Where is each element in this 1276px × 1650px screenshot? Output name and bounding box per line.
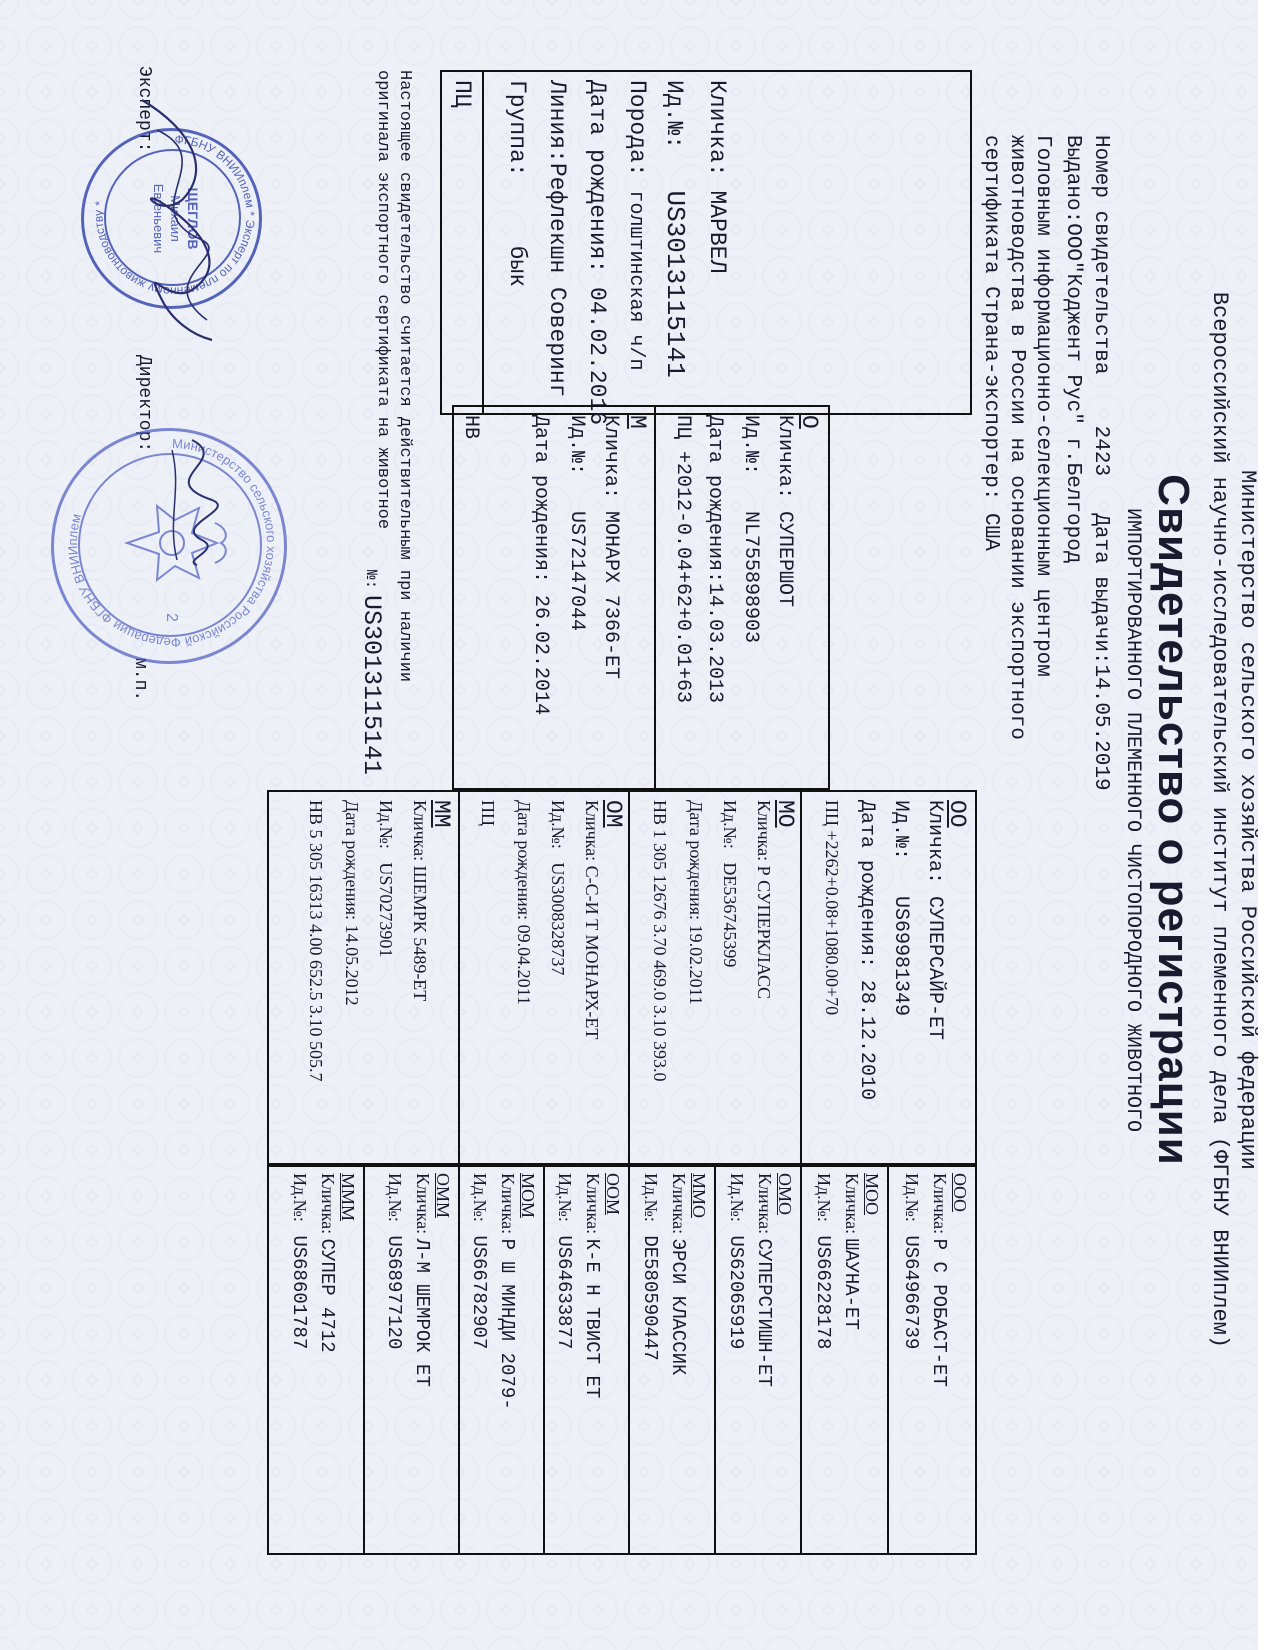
great-grandparent-code	[337, 1173, 358, 1221]
grandparent-id-row	[719, 800, 740, 967]
director-label: Директор:	[134, 355, 154, 453]
sire-birth: 14.03.2013	[703, 583, 726, 704]
gp-birth: 19.02.2011	[686, 924, 706, 1005]
ggp-divider-3	[714, 1165, 716, 1555]
great-grandparent-id-row	[553, 1173, 575, 1349]
ggp-code: ОММ	[433, 1173, 453, 1219]
grandparent-birth-row	[341, 800, 362, 1006]
ggp-id-label: Ид.№:	[290, 1173, 310, 1222]
ggp-code: ООМ	[603, 1173, 623, 1216]
gp-id-label: Ид.№:	[376, 800, 396, 849]
ggp-name-label: Кличка:	[755, 1173, 775, 1235]
gp-birth-label: Дата рождения:	[855, 800, 878, 969]
gp-id: DE536745399	[720, 862, 740, 968]
cert-number: 2423	[1089, 425, 1112, 477]
great-grandparent-name-row	[411, 1173, 433, 1387]
expert-stamp-name-1: ЩЕГЛОВ	[185, 187, 201, 250]
great-grandparent-code	[432, 1173, 453, 1218]
rotated-content	[12, 10, 1262, 1630]
gp-divider-2	[628, 790, 630, 1165]
gp-id-label: Ид.№:	[889, 800, 912, 861]
great-grandparent-name-row	[581, 1173, 603, 1398]
gp-index: ПЦ +2262+0.08+1080.00+70	[822, 800, 842, 1016]
animal-id-row	[660, 80, 690, 378]
animal-id-label: Ид.№:	[661, 80, 687, 150]
animal-line-row	[544, 80, 570, 397]
sire-birth-row	[703, 415, 726, 703]
grandparent-id-row	[889, 800, 912, 1016]
basis-line-3: сертификата Страна-экспортер: США	[979, 135, 1002, 551]
great-grandparent-code	[602, 1173, 623, 1215]
great-grandparent-code	[861, 1173, 882, 1215]
dam-id-row	[565, 415, 588, 631]
expert-stamp-name-2: Михаил	[168, 195, 183, 242]
ggp-id: US68601787	[288, 1235, 310, 1350]
gp-code: МО	[772, 800, 798, 828]
gp-divider-3	[458, 790, 460, 1165]
great-grandparents-box	[267, 1165, 977, 1555]
great-grandparent-code	[774, 1173, 795, 1215]
animal-group-row	[504, 80, 530, 287]
grandparent-id-row	[375, 800, 396, 957]
ggp-id: DE580590447	[639, 1235, 661, 1361]
issued-to: Выдано:ООО"Коджент Рус" г.Белгород	[1061, 135, 1084, 564]
cert-number-label: Номер свидетельства	[1089, 135, 1112, 375]
ggp-name-label: Кличка:	[413, 1173, 433, 1235]
ggp-code: ММО	[689, 1173, 709, 1219]
expert-signature	[102, 90, 252, 350]
great-grandparent-code	[949, 1173, 970, 1212]
dam-name: МОНАРХ 7366-ET	[599, 511, 622, 680]
ggp-code: МОО	[862, 1173, 882, 1216]
animal-id: US3013115141	[660, 190, 690, 378]
ggp-code: МОМ	[518, 1173, 538, 1219]
ggp-code: ООО	[950, 1173, 970, 1212]
sire-index: ПЦ +2012-0.04+62+0.01+63	[671, 415, 694, 704]
dam-birth-label: Дата рождения:	[529, 415, 552, 584]
dam-index: НВ	[459, 415, 482, 440]
grandparent-birth-row	[513, 800, 534, 1005]
ggp-name-label: Кличка:	[583, 1173, 603, 1235]
gp-id: US69981349	[889, 896, 912, 1017]
sire-id-label: Ид.№:	[739, 415, 762, 476]
great-grandparent-name-row	[753, 1173, 775, 1387]
institute-line: Всероссийский научно-исследовательский институт племенного дела (ФГБНУ ВНИИплем)	[1207, 291, 1232, 1349]
animal-name-label: Кличка:	[704, 80, 730, 177]
ggp-name-label: Кличка:	[930, 1173, 950, 1235]
gp-index: НВ 1 305 12676 3.70 469.0 3.10 393.0	[650, 800, 670, 1082]
great-grandparent-id-row	[812, 1173, 834, 1349]
mp-label: м.п.	[130, 658, 150, 702]
sire-name: СУПЕРШОТ	[773, 511, 796, 608]
great-grandparent-name-row	[496, 1173, 518, 1410]
export-cert-prefix: №:	[362, 570, 380, 590]
gp-code: ОО	[944, 800, 970, 828]
great-grandparent-code	[517, 1173, 538, 1218]
ggp-name-label: Кличка:	[842, 1173, 862, 1235]
ggp-id-label: Ид.№:	[814, 1173, 834, 1222]
ggp-id-label: Ид.№:	[470, 1173, 490, 1222]
ggp-name-label: Кличка:	[318, 1173, 338, 1235]
export-cert-number: US3013115141	[357, 595, 386, 776]
animal-breed-row	[624, 80, 650, 370]
dam-birth: 26.02.2014	[529, 595, 552, 716]
ggp-id-label: Ид.№:	[902, 1173, 922, 1222]
ggp-name: СУПЕР 4712	[316, 1238, 338, 1353]
animal-birth-label: Дата рождения:	[584, 80, 610, 274]
great-grandparent-id-row	[639, 1173, 661, 1361]
ggp-id: US64633877	[553, 1235, 575, 1350]
ggp-name: Р Ш МИНДИ 2079-	[496, 1238, 518, 1410]
sire-birth-label: Дата рождения:	[703, 415, 726, 584]
animal-breed: голштинская ч/п	[624, 190, 647, 371]
ggp-name: СУПЕРСТИШН-ET	[753, 1238, 775, 1387]
ggp-code: ОМО	[775, 1173, 795, 1216]
grandparent-name-row	[923, 800, 946, 1040]
document-subtitle: ИМПОРТИРОВАННОГО ПЛЕМЕННОГО ЧИСТОПОРОДНОГО ЖИВОТНОГО	[1121, 507, 1144, 1133]
ggp-name-label: Кличка:	[498, 1173, 518, 1235]
gp-id: US70273901	[376, 862, 396, 958]
sire-name-label: Кличка:	[773, 415, 796, 500]
animal-name: МАРВЕЛ	[704, 190, 730, 274]
gp-birth: 14.05.2012	[342, 924, 362, 1006]
dam-code: М	[624, 415, 650, 429]
gp-birth-label: Дата рождения:	[514, 800, 534, 921]
grandparent-name-row	[753, 800, 774, 999]
grandparent-index	[477, 800, 498, 826]
basis-line-1: Головным информационно-селекционным центром	[1031, 135, 1054, 677]
ministry-line: Министерство сельского хозяйства Российской федерации	[1235, 470, 1260, 1170]
ggp-id: US62065919	[725, 1235, 747, 1350]
gp-name: С-С-И Т МОНАРХ-ET	[582, 865, 602, 1040]
sire-id-row	[739, 415, 762, 643]
great-grandparent-id-row	[468, 1173, 490, 1349]
animal-group: бык	[504, 245, 530, 288]
grandparent-name-row	[409, 800, 430, 1001]
document-title: Свидетельство о регистрации	[1149, 474, 1198, 1166]
animal-pc: ПЦ	[449, 80, 475, 108]
ggp-name: Р С РОБАСТ-ET	[928, 1238, 950, 1387]
great-grandparent-id-row	[288, 1173, 310, 1349]
issue-date: 14.05.2019	[1089, 664, 1112, 791]
animal-breed-label: Порода:	[624, 80, 650, 177]
great-grandparent-id-row	[383, 1173, 405, 1349]
animal-group-label: Группа:	[504, 80, 530, 177]
ggp-divider-7	[363, 1165, 365, 1555]
ggp-name: ШАУНА-ET	[840, 1238, 862, 1330]
ggp-divider-4	[628, 1165, 630, 1555]
official-seal-number: 2	[163, 613, 180, 622]
gp-name: СУПЕРСАЙР-ET	[923, 896, 946, 1041]
ggp-id-label: Ид.№:	[555, 1173, 575, 1222]
sire-code: О	[796, 415, 822, 429]
ggp-id: US68977120	[383, 1235, 405, 1350]
grandparent-id-row	[547, 800, 568, 975]
grandparent-birth-row	[685, 800, 706, 1005]
gp-name-label: Кличка:	[923, 800, 946, 885]
expert-label: Эксперт:	[134, 66, 154, 153]
animal-name-row	[704, 80, 730, 273]
gp-birth: 28.12.2010	[855, 980, 878, 1101]
gp-name-label: Кличка:	[410, 800, 430, 862]
great-grandparent-code	[688, 1173, 709, 1218]
animal-line-label: Линия:	[544, 80, 570, 163]
animal-line: Рефлекшн Соверинг	[544, 162, 570, 398]
animal-birth: 04.02.2016	[584, 287, 610, 426]
great-grandparent-id-row	[900, 1173, 922, 1349]
issue-date-label: Дата выдачи:	[1089, 513, 1112, 665]
ggp-id: US66782907	[468, 1235, 490, 1350]
validity-line-2: оригинала экспортного сертификата на животное	[373, 70, 392, 530]
expert-stamp-name-3: Евгеньевич	[151, 183, 166, 254]
great-grandparent-name-row	[316, 1173, 338, 1353]
dam-id: US72147044	[565, 511, 588, 632]
ggp-divider-6	[458, 1165, 460, 1555]
ggp-code: МММ	[338, 1173, 358, 1222]
grandparent-index	[649, 800, 670, 1082]
great-grandparent-name-row	[928, 1173, 950, 1387]
parents-divider	[654, 405, 656, 790]
animal-box-divider	[482, 70, 484, 415]
validity-line-1: Настоящее свидетельство считается действительным при наличии	[395, 70, 414, 683]
gp-index: НВ 5 305 16313 4.00 652.5 3.10 505.7	[306, 800, 326, 1082]
ggp-divider-2	[800, 1165, 802, 1555]
gp-name-label: Кличка:	[754, 800, 774, 862]
ggp-name-label: Кличка:	[669, 1173, 689, 1235]
dam-id-label: Ид.№:	[565, 415, 588, 476]
great-grandparent-id-row	[725, 1173, 747, 1349]
gp-index: ПЦ	[478, 800, 498, 826]
ggp-divider-1	[887, 1165, 889, 1555]
ggp-id: US64966739	[900, 1235, 922, 1350]
grandparent-code	[600, 800, 626, 828]
gp-birth-label: Дата рождения:	[686, 800, 706, 921]
gp-id: US3008328737	[548, 862, 568, 976]
director-signature	[132, 430, 252, 570]
ggp-name: К-Е Н ТВИСТ ET	[581, 1238, 603, 1399]
expert-stamp-ring-text: ФГБНУ ВНИИплем * Эксперт по племенному животноводству *	[91, 132, 258, 299]
gp-name: Р СУПЕРКЛАСС	[754, 865, 774, 999]
gp-id-label: Ид.№:	[548, 800, 568, 849]
official-seal-ring-text: Министерство сельского хозяйства Российской Федерации ФГБНУ ВНИИплем	[64, 435, 280, 651]
ggp-name: Л-М ШЕМРОК ET	[411, 1238, 433, 1387]
dam-name-row	[599, 415, 622, 679]
certificate-number-line	[1089, 135, 1112, 791]
sire-id: NL755898903	[739, 511, 762, 644]
gp-divider-1	[800, 790, 802, 1165]
ggp-id-label: Ид.№:	[385, 1173, 405, 1222]
dam-name-label: Кличка:	[599, 415, 622, 500]
ggp-divider-5	[543, 1165, 545, 1555]
ggp-id: US66228178	[812, 1235, 834, 1350]
grandparent-code	[428, 800, 454, 828]
gp-code: ММ	[428, 800, 454, 828]
grandparent-code	[772, 800, 798, 828]
ggp-id-label: Ид.№:	[727, 1173, 747, 1222]
grandparent-birth-row	[855, 800, 878, 1100]
great-grandparent-name-row	[840, 1173, 862, 1330]
animal-birth-row	[584, 80, 610, 425]
grandparent-index	[821, 800, 842, 1015]
ggp-name: ЭРСИ КЛАССИК	[667, 1238, 689, 1376]
gp-birth-label: Дата рождения:	[342, 800, 362, 921]
grandparent-code	[944, 800, 970, 828]
gp-birth: 09.04.2011	[514, 924, 534, 1005]
gp-name-label: Кличка:	[582, 800, 602, 862]
grandparent-index	[305, 800, 326, 1082]
grandparent-name-row	[581, 800, 602, 1039]
ggp-id-label: Ид.№:	[641, 1173, 661, 1222]
gp-id-label: Ид.№:	[720, 800, 740, 849]
great-grandparent-name-row	[667, 1173, 689, 1375]
gp-name: ШЕМРК 5489-ET	[410, 865, 430, 1002]
gp-code: ОМ	[600, 800, 626, 828]
dam-birth-row	[529, 415, 552, 715]
sire-name-row	[773, 415, 796, 607]
basis-line-2: животноводства в России на основании экспортного	[1005, 135, 1028, 740]
